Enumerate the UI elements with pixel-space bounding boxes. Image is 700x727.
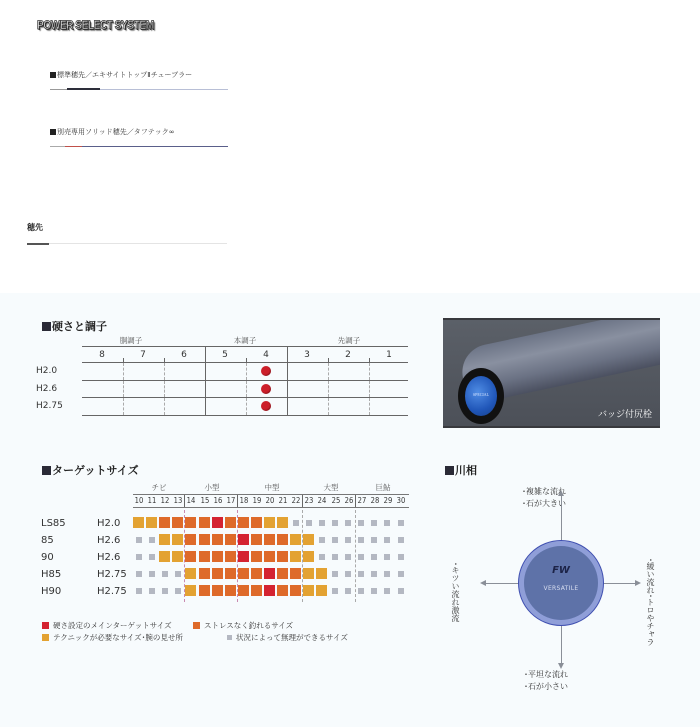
size-cell	[277, 517, 288, 528]
size-cell	[136, 537, 142, 543]
size-cell	[172, 517, 183, 528]
column-label: 5	[222, 350, 228, 360]
size-cell	[264, 534, 275, 545]
size-cell	[212, 568, 223, 579]
target-row	[41, 533, 409, 550]
arrow-left-icon	[480, 580, 486, 586]
group-label: 中型	[264, 483, 280, 492]
size-cell	[371, 537, 377, 543]
header-divider	[237, 495, 238, 507]
size-cell	[149, 554, 155, 560]
size-label: 24	[318, 496, 327, 505]
size-cell	[162, 588, 168, 594]
size-cell	[384, 520, 390, 526]
size-cell	[251, 551, 262, 562]
size-cell	[251, 585, 262, 596]
group-label: チビ	[151, 483, 167, 492]
size-cell	[332, 571, 338, 577]
size-label: 22	[291, 496, 301, 505]
group-divider	[184, 510, 185, 602]
size-cell	[225, 568, 236, 579]
size-cell	[185, 585, 196, 596]
column-label: 2	[345, 350, 351, 360]
size-cell	[384, 588, 390, 594]
hardness-groups	[82, 335, 408, 346]
size-cell	[159, 534, 170, 545]
size-cell	[185, 551, 196, 562]
group-divider	[302, 510, 303, 602]
tip-solid-line	[50, 146, 228, 148]
size-cell	[225, 517, 236, 528]
size-cell	[293, 520, 299, 526]
group-label: 巨鮎	[375, 483, 391, 492]
hardness-label: H2.0	[97, 518, 121, 529]
size-cell	[319, 554, 325, 560]
hardness-title: 硬さと調子	[42, 318, 107, 334]
size-label: 19	[252, 496, 262, 505]
target-row	[41, 567, 409, 584]
size-cell	[384, 571, 390, 577]
size-cell	[371, 588, 377, 594]
header-divider	[184, 495, 185, 507]
group-divider	[237, 510, 238, 602]
size-cell	[251, 517, 262, 528]
size-cell	[398, 537, 404, 543]
tip-standard-line	[50, 89, 228, 91]
size-cell	[303, 568, 314, 579]
size-label: 30	[396, 496, 406, 505]
size-cell	[319, 520, 325, 526]
size-cell	[332, 588, 338, 594]
hosaki-title[interactable]: 穂先	[27, 223, 43, 232]
size-label: 25	[331, 496, 340, 505]
size-cell	[264, 568, 275, 579]
group-divider	[355, 510, 356, 602]
legend-swatch	[193, 622, 200, 629]
hardness-header	[82, 346, 408, 363]
header-divider	[302, 495, 303, 507]
size-cell	[371, 554, 377, 560]
column-label: 8	[99, 350, 105, 360]
size-cell	[225, 551, 236, 562]
group-label: 小型	[204, 483, 220, 492]
header-divider	[355, 495, 356, 507]
size-cell	[371, 571, 377, 577]
size-cell	[133, 517, 144, 528]
size-cell	[345, 571, 351, 577]
size-cell	[212, 517, 223, 528]
size-label: 14	[187, 496, 196, 505]
center-title: FW	[552, 565, 570, 576]
size-cell	[212, 534, 223, 545]
group-label: 大型	[323, 483, 339, 492]
size-label: 27	[357, 496, 367, 505]
photo-caption: バッジ付尻栓	[597, 410, 652, 420]
action-dot	[261, 384, 271, 394]
size-cell	[277, 551, 288, 562]
size-cell	[398, 554, 404, 560]
column-label: 3	[304, 350, 310, 360]
target-title: ターゲットサイズ	[42, 462, 139, 478]
group-label: 本調子	[233, 336, 257, 345]
size-label: 26	[344, 496, 353, 505]
size-label: 21	[278, 496, 288, 505]
size-cell	[136, 571, 142, 577]
size-cell	[238, 517, 249, 528]
size-cell	[162, 571, 168, 577]
hosaki-tab-underline	[27, 243, 227, 244]
size-cell	[332, 520, 338, 526]
size-cell	[332, 554, 338, 560]
size-cell	[185, 568, 196, 579]
hardness-label: H2.6	[97, 552, 121, 563]
size-cell	[358, 537, 364, 543]
legend-item-easy: ストレスなく釣れるサイズ	[193, 620, 293, 631]
size-cell	[175, 571, 181, 577]
size-cell	[316, 585, 327, 596]
size-cell	[398, 588, 404, 594]
size-cell	[251, 534, 262, 545]
river-diagram	[440, 470, 690, 720]
size-cell	[398, 571, 404, 577]
size-cell	[316, 568, 327, 579]
right-label: ･緩い流れ･トロやチャラ	[646, 558, 655, 646]
column-label: 1	[386, 350, 392, 360]
size-cell	[149, 571, 155, 577]
target-rows	[41, 516, 409, 601]
hardness-label: H2.75	[97, 586, 127, 597]
size-cell	[146, 517, 157, 528]
size-cell	[277, 568, 288, 579]
target-row	[41, 516, 409, 533]
brand-title: POWER SELECT SYSTEM	[37, 18, 154, 32]
arrow-right-icon	[635, 580, 641, 586]
size-cell	[225, 585, 236, 596]
size-cell	[303, 534, 314, 545]
size-cell	[199, 551, 210, 562]
size-cell	[345, 554, 351, 560]
bottom-label: ･平坦な流れ ･石が小さい	[524, 670, 568, 691]
size-cell	[199, 517, 210, 528]
size-cell	[136, 554, 142, 560]
size-cell	[290, 585, 301, 596]
hosaki-active-indicator	[27, 243, 49, 245]
size-cell	[264, 517, 275, 528]
tip-solid	[50, 127, 228, 148]
size-cell	[251, 568, 262, 579]
target-row	[41, 584, 409, 601]
size-cell	[277, 585, 288, 596]
versatile-circle-inner	[524, 546, 598, 620]
size-cell	[238, 534, 249, 545]
column-label: 7	[140, 350, 146, 360]
size-cell	[185, 517, 196, 528]
size-cell	[345, 537, 351, 543]
legend-swatch	[42, 622, 49, 629]
group-label: 先調子	[337, 336, 361, 345]
size-label: 13	[173, 496, 183, 505]
size-cell	[384, 537, 390, 543]
size-cell	[212, 585, 223, 596]
column-label: 6	[181, 350, 187, 360]
divider	[205, 347, 206, 362]
size-label: 16	[213, 496, 222, 505]
target-size-header	[133, 494, 409, 508]
legend-item-situational: 状況によって無理ができるサイズ	[227, 632, 348, 643]
tip-solid-segment	[65, 146, 82, 147]
row-label: H2.0	[36, 366, 58, 376]
size-cell	[290, 568, 301, 579]
size-cell	[303, 551, 314, 562]
size-label: 23	[304, 496, 314, 505]
size-cell	[384, 554, 390, 560]
size-cell	[345, 588, 351, 594]
column-label: 4	[263, 350, 269, 360]
size-label: 10	[134, 496, 144, 505]
tip-solid-label: 別売専用ソリッド穂先／タフテック∞	[50, 127, 228, 137]
target-groups	[133, 482, 409, 494]
size-cell	[319, 537, 325, 543]
row-label: H2.6	[36, 383, 58, 394]
butt-cap-photo	[443, 318, 660, 428]
size-cell	[358, 554, 364, 560]
model-label: 90	[41, 552, 54, 563]
hardness-label: H2.75	[97, 569, 127, 580]
arrow-up-icon	[558, 490, 564, 496]
size-cell	[149, 537, 155, 543]
size-cell	[398, 520, 404, 526]
action-dot	[261, 401, 271, 411]
hardness-row	[36, 363, 408, 381]
size-cell	[225, 534, 236, 545]
hardness-row	[36, 381, 408, 399]
size-cell	[238, 585, 249, 596]
size-label: 17	[226, 496, 236, 505]
river-title: 川相	[445, 462, 477, 478]
size-cell	[264, 585, 275, 596]
row-label: H2.75	[36, 401, 63, 411]
size-cell	[277, 534, 288, 545]
center-subtitle: VERSATILE	[543, 585, 579, 592]
size-label: 28	[370, 496, 380, 505]
size-cell	[290, 534, 301, 545]
size-label: 20	[265, 496, 275, 505]
size-label: 11	[147, 496, 157, 505]
target-row	[41, 550, 409, 567]
size-cell	[212, 551, 223, 562]
size-label: 29	[383, 496, 393, 505]
left-label: ･キツい流れ激流	[451, 562, 460, 622]
size-cell	[238, 568, 249, 579]
model-label: LS85	[41, 518, 66, 529]
badge-text: SPECIAL	[472, 392, 490, 397]
size-cell	[199, 568, 210, 579]
tip-solid-tip	[50, 146, 65, 147]
size-cell	[358, 571, 364, 577]
size-cell	[149, 588, 155, 594]
top-label: ･複雑な流れ ･石が大きい	[522, 487, 566, 508]
divider	[287, 347, 288, 362]
tip-standard-tip	[50, 89, 67, 90]
model-label: H90	[41, 586, 62, 597]
hardness-label: H2.6	[97, 535, 121, 546]
group-label: 胴調子	[119, 336, 143, 345]
legend-item-technique: テクニックが必要なサイズ･腕の見せ所	[42, 632, 183, 643]
legend-swatch	[42, 634, 49, 641]
size-label: 15	[200, 496, 209, 505]
action-dot	[261, 366, 271, 376]
hardness-row	[36, 398, 408, 416]
size-cell	[159, 551, 170, 562]
size-cell	[136, 588, 142, 594]
size-cell	[199, 585, 210, 596]
size-cell	[185, 534, 196, 545]
tip-standard-segment	[67, 88, 100, 90]
size-cell	[358, 520, 364, 526]
size-cell	[175, 588, 181, 594]
size-cell	[264, 551, 275, 562]
size-label: 12	[160, 496, 170, 505]
size-cell	[306, 520, 312, 526]
legend-item-main: 硬さ設定のメインターゲットサイズ	[42, 620, 172, 631]
size-cell	[238, 551, 249, 562]
size-cell	[199, 534, 210, 545]
hardness-table	[36, 335, 408, 416]
size-cell	[371, 520, 377, 526]
tip-standard-label: 標準穂先／エキサイトトップⅡチューブラー	[50, 70, 228, 80]
size-cell	[303, 585, 314, 596]
size-cell	[172, 551, 183, 562]
size-cell	[172, 534, 183, 545]
tip-standard	[50, 70, 228, 91]
size-cell	[159, 517, 170, 528]
size-label: 18	[239, 496, 249, 505]
model-label: H85	[41, 569, 62, 580]
size-cell	[345, 520, 351, 526]
legend-swatch	[227, 635, 232, 640]
model-label: 85	[41, 535, 54, 546]
size-cell	[332, 537, 338, 543]
size-cell	[358, 588, 364, 594]
target-size-grid	[41, 482, 409, 601]
size-cell	[290, 551, 301, 562]
